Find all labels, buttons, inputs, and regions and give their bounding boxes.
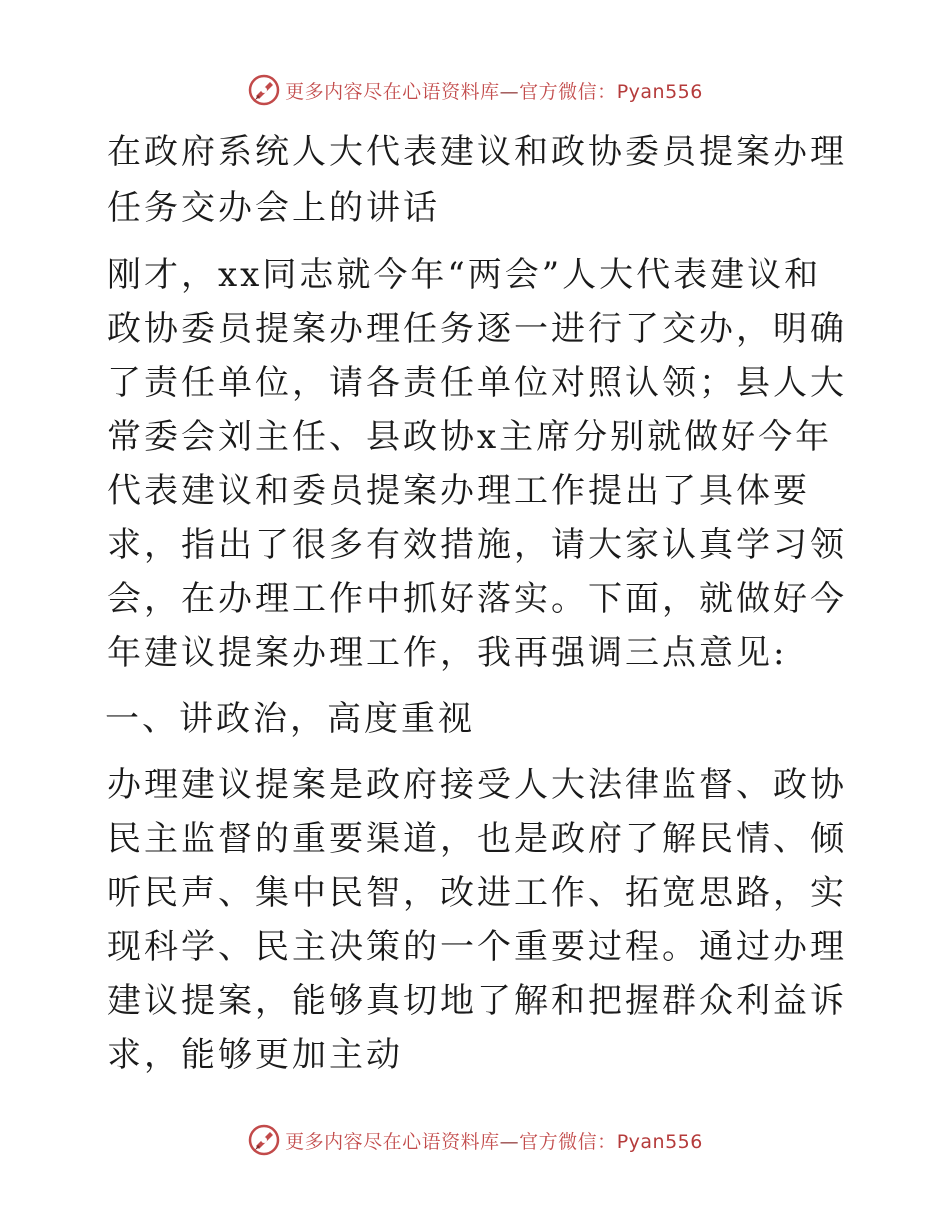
- paragraph: 刚才，xx同志就今年“两会”人大代表建议和政协委员提案办理任务逐一进行了交办，明确了责任单位，请各责任单位对照认领；县人大常委会刘主任、县政协x主席分别就做好今年代表建议和委员提案办理工作提出了具体要求，指出了很多有效措施，请大家认真学习领会，在办理工作中抓好落实。下面，就做好今年建议提案办理工作，我再强调三点意见:: [107, 255, 847, 673]
- banner-text: [285, 77, 703, 104]
- banner-wechat-label: 官方微信：: [519, 80, 617, 103]
- footer-banner: [0, 1118, 950, 1162]
- banner-wechat-label: 官方微信：: [519, 1130, 617, 1153]
- banner-separator: —: [499, 80, 520, 103]
- banner-promo: 更多内容尽在心语资料库: [285, 1130, 500, 1153]
- document-title: 在政府系统人大代表建议和政协委员提案办理任务交办会上的讲话: [107, 132, 847, 228]
- section-heading: 一、讲政治，高度重视: [105, 699, 475, 739]
- banner-separator: —: [499, 1130, 520, 1153]
- document-body: [97, 124, 857, 1082]
- quill-seal-icon: [247, 1123, 281, 1157]
- banner-promo: 更多内容尽在心语资料库: [285, 80, 500, 103]
- header-banner: [0, 68, 950, 112]
- quill-seal-icon: [247, 73, 281, 107]
- banner-text: [285, 1127, 703, 1154]
- paragraph: 办理建议提案是政府接受人大法律监督、政协民主监督的重要渠道，也是政府了解民情、倾听民声、集中民智，改进工作、拓宽思路，实现科学、民主决策的一个重要过程。通过办理建议提案，能够真切地了解和把握群众利益诉求，能够更加主动: [107, 765, 847, 1075]
- banner-wechat-id: Pyan556: [616, 1130, 703, 1153]
- banner-wechat-id: Pyan556: [616, 80, 703, 103]
